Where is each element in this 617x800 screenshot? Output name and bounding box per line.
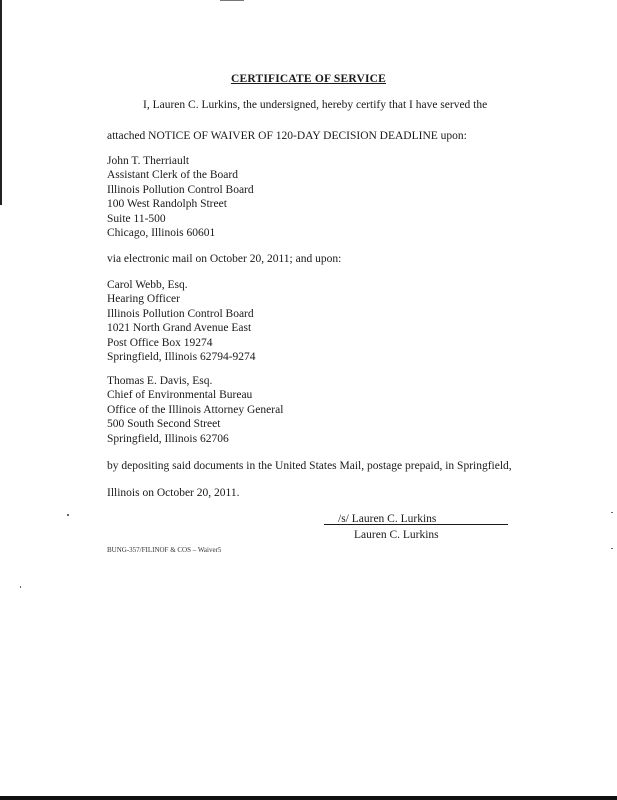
scan-edge-bottom <box>0 796 617 800</box>
scan-speck <box>67 514 69 516</box>
recipient-line: Chief of Environmental Bureau <box>107 389 253 402</box>
via-email-line: via electronic mail on October 20, 2011; and upon: <box>107 253 342 265</box>
recipient-line: Chicago, Illinois 60601 <box>107 227 216 240</box>
recipient-line: Springfield, Illinois 62706 <box>107 432 229 445</box>
scan-edge-left <box>0 0 2 205</box>
recipient-line: 100 West Randolph Street <box>107 198 227 211</box>
recipient-line: Post Office Box 19274 <box>107 336 213 349</box>
intro-line-2: attached NOTICE OF WAIVER OF 120-DAY DECISION DEADLINE upon: <box>107 130 467 142</box>
recipient-line: Assistant Clerk of the Board <box>107 169 238 182</box>
signature-typed: /s/ Lauren C. Lurkins <box>338 513 437 525</box>
scan-speck <box>20 586 21 588</box>
scan-mark-top <box>220 0 244 1</box>
recipient-block-3 <box>107 374 283 446</box>
by-mail-line-1: by depositing said documents in the United States Mail, postage prepaid, in Springfield, <box>107 460 512 472</box>
recipient-block-2 <box>107 278 256 364</box>
recipient-line: 500 South Second Street <box>107 418 221 431</box>
by-mail-line-2: Illinois on October 20, 2011. <box>107 487 240 499</box>
page-title: CERTIFICATE OF SERVICE <box>230 73 387 85</box>
signature-line <box>324 524 508 525</box>
recipient-line: Suite 11-500 <box>107 212 166 225</box>
recipient-line: Hearing Officer <box>107 293 180 306</box>
recipient-line: Office of the Illinois Attorney General <box>107 403 284 416</box>
recipient-line: Illinois Pollution Control Board <box>107 183 254 196</box>
scan-speck <box>611 512 613 513</box>
recipient-line: 1021 North Grand Avenue East <box>107 322 252 335</box>
recipient-line: John T. Therriault <box>107 155 190 167</box>
footer-code: BUNG-357/FILINOF & COS – Waiver5 <box>107 546 222 554</box>
recipient-line: Springfield, Illinois 62794-9274 <box>107 351 256 364</box>
recipient-line: Thomas E. Davis, Esq. <box>107 375 213 387</box>
recipient-line: Illinois Pollution Control Board <box>107 307 254 320</box>
recipient-block-1 <box>107 154 254 240</box>
intro-line-1: I, Lauren C. Lurkins, the undersigned, hereby certify that I have served the <box>143 99 488 111</box>
recipient-line: Carol Webb, Esq. <box>107 279 188 291</box>
signature-name: Lauren C. Lurkins <box>354 529 439 541</box>
scan-speck <box>611 548 613 549</box>
